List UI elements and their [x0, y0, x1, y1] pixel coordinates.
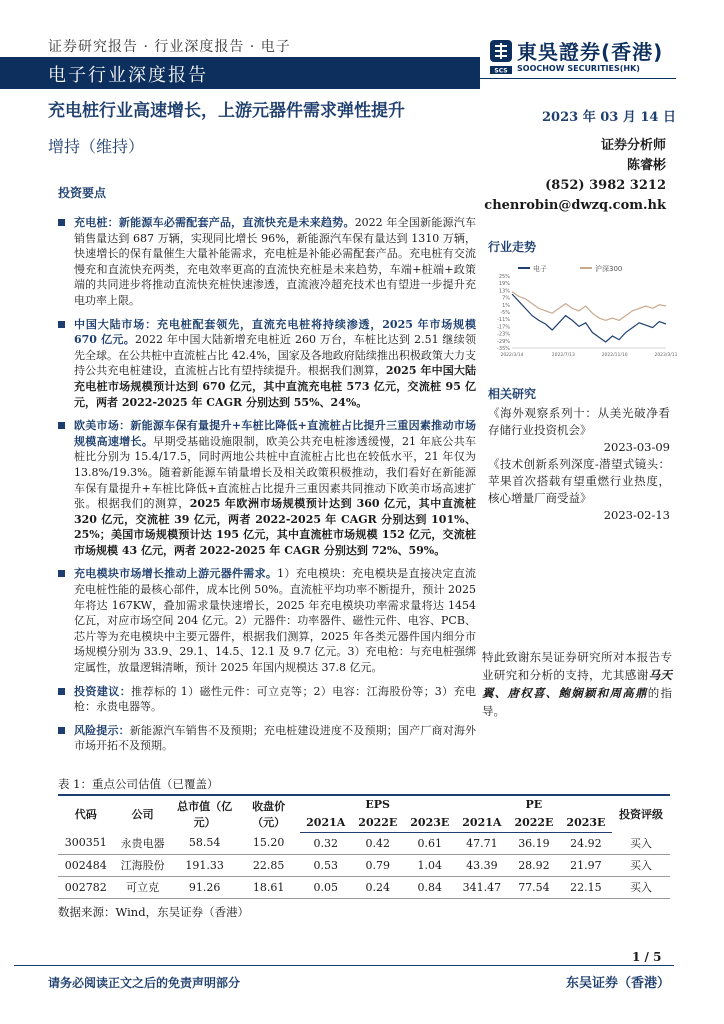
logo-text-en: SOOCHOW SECURITIES(HK): [517, 64, 640, 73]
y-tick-label: 7%: [502, 295, 510, 302]
y-tick-label: 19%: [498, 281, 510, 288]
table-cell: 买入: [612, 854, 670, 876]
table-cell: 24.92: [560, 832, 612, 854]
series-line-sector: [512, 294, 666, 342]
bullet-square-icon: [58, 727, 65, 734]
table-cell: 永贵电器: [114, 832, 172, 854]
company-logo: [489, 36, 679, 80]
footer-brand: 东吴证券（香港）: [566, 976, 671, 991]
table-cell: 1.04: [404, 854, 456, 876]
table-cell: 买入: [612, 876, 670, 898]
point-title: 风险提示：: [74, 723, 130, 737]
table-cell: 0.84: [404, 876, 456, 898]
investment-summary: [58, 184, 476, 762]
rating: 增持（维持）: [48, 137, 145, 156]
table-cell: 22.15: [560, 876, 612, 898]
logo-mark-icon: [489, 38, 513, 78]
x-tick-label: 2023/3/11: [654, 353, 678, 358]
table-cell: 0.42: [352, 832, 404, 854]
banner-title: 电子行业深度报告: [48, 65, 208, 86]
table-cell: 341.47: [456, 876, 508, 898]
investment-point: [58, 684, 476, 715]
table-cell: 36.19: [508, 832, 560, 854]
y-tick-label: -11%: [497, 317, 510, 324]
col-header-year: 2023E: [404, 814, 456, 832]
y-tick-label: 13%: [498, 288, 510, 295]
table-cell: 58.54: [172, 832, 238, 854]
point-body: 推荐标的 1）磁性元件：可立克等；2）电容：江海股份等；3）充电枪：永贵电器等。: [74, 684, 476, 714]
point-emphasis: 2025 年欧洲市场规模预计达到 360 亿元，其中直流桩 320 亿元，交流桩 39 亿元，两者 2022-2025 年 CAGR 分别达到 101%、25%；美国市场规模预计达 195 亿元，其中直流桩市场规模 152 亿元，交流桩市场规模 43 亿元，两者 2022-2025 年 CAGR 分别达到 72%、59%。: [74, 497, 476, 557]
valuation-table: [58, 794, 670, 899]
breadcrumb: 证券研究报告 · 行业深度报告 · 电子: [48, 39, 291, 55]
bullet-square-icon: [58, 688, 65, 695]
col-header-price: 收盘价（元）: [238, 795, 300, 832]
col-header-year: 2022E: [352, 814, 404, 832]
table-cell: 77.54: [508, 876, 560, 898]
thanks-pre: 特此致谢东吴证券研究所对本报告专业研究和分析的支持，尤其感谢: [482, 650, 672, 682]
table-cell: 0.05: [300, 876, 352, 898]
table-cell: 0.32: [300, 832, 352, 854]
related-item-date: 2023-02-13: [603, 508, 670, 522]
table-cell: 300351: [58, 832, 114, 854]
trend-label: 行业走势: [488, 240, 537, 254]
point-body: 1）充电模块：充电模块是直接决定直流充电桩性能的最核心部件，成本比例 50%。直流桩平均功率不断提升，预计 2025 年将达 167KW，叠加需求量快速增长，2025 年充电模块功率需求量将达 1454 亿瓦，对应市场空间 204 亿元。2）元器件：功率器件、磁性元件、电容、PCB、芯片等为充电模块中主要元器件，根据我们测算，2025 年各类元器件国内细分市场规模分别为 33.9、29.1、14.5、12.1 及 9.7 亿元。3）充电枪：与充电桩强绑定属性，放量逻辑清晰，预计 2025 年国内规模达 37.8 亿元。: [74, 567, 477, 675]
table-source: 数据来源：Wind，东吴证券（香港）: [58, 905, 250, 919]
point-body: 2022 年全国新能源汽车销售量达到 687 万辆，实现同比增长 96%，新能源汽车保有量达到 1310 万辆，快速增长的保有量催生大量补能需求，充电桩是补能必需配套产品。充电桩有交流慢充和直流快充两类，充电效率更高的直流快充桩是未来趋势，车端+桩端+政策端的共同进步将推动直流快充桩快速渗透，直流液冷超充技术也有望进一步提升充电功率上限。: [74, 216, 476, 307]
investment-point: [58, 215, 476, 309]
bullet-square-icon: [58, 321, 65, 328]
point-title: 充电模块市场增长推动上游元器件需求。: [74, 567, 278, 581]
y-tick-label: -17%: [497, 324, 510, 331]
svg-text:SCS: SCS: [494, 67, 508, 75]
disclaimer-link[interactable]: 请务必阅读正文之后的免责声明部分: [48, 976, 241, 990]
investment-point: [58, 317, 476, 411]
table-cell: 47.71: [456, 832, 508, 854]
table-cell: 0.61: [404, 832, 456, 854]
investment-point: [58, 418, 476, 558]
table-cell: 18.61: [238, 876, 300, 898]
bullet-square-icon: [58, 570, 65, 577]
col-header-mcap: 总市值（亿元）: [172, 795, 238, 832]
table-cell: 0.53: [300, 854, 352, 876]
table-cell: 江海股份: [114, 854, 172, 876]
table-cell: 91.26: [172, 876, 238, 898]
legend-label-index: 沪深300: [595, 265, 623, 273]
y-tick-label: 25%: [498, 274, 510, 280]
related-item-title[interactable]: 《海外观察系列十：从美光破净看存储行业投资机会》: [488, 406, 670, 437]
table-cell: 可立克: [114, 876, 172, 898]
col-header-year: 2021A: [300, 814, 352, 832]
analyst-email[interactable]: chenrobin@dwzq.com.hk: [484, 198, 666, 213]
table-row: [58, 832, 670, 854]
y-tick-label: -35%: [497, 346, 510, 352]
col-header-rating: 投资评级: [612, 795, 670, 832]
table-row: [58, 854, 670, 876]
table-cell: 22.85: [238, 854, 300, 876]
analyst-info: [484, 136, 666, 216]
logo-text-cn: 東吳證券(香港): [517, 40, 664, 64]
related-item-date: 2023-03-09: [603, 440, 670, 454]
trend-chart: [488, 262, 678, 362]
table-cell: 191.33: [172, 854, 238, 876]
report-headline: 充电桩行业高速增长，上游元器件需求弹性提升: [48, 101, 405, 121]
bullet-square-icon: [58, 422, 65, 429]
point-title: 充电桩：新能源车必需配套产品，直流快充是未来趋势。: [74, 216, 355, 229]
investment-label: 投资要点: [58, 186, 107, 200]
investment-point: [58, 723, 476, 754]
point-title: 欧美市场：新能源车保有量提升+车桩比降低+直流桩占比提升三重因素推动市场规模高速增长。: [74, 419, 476, 448]
col-header-year: 2022E: [508, 814, 560, 832]
y-tick-label: -29%: [497, 338, 510, 345]
table-row: [58, 876, 670, 898]
table-cell: 002782: [58, 876, 114, 898]
x-tick-label: 2022/3/14: [500, 353, 524, 358]
table-caption: 表 1：重点公司估值（已覆盖）: [58, 777, 219, 791]
table-cell: 0.24: [352, 876, 404, 898]
table-cell: 0.79: [352, 854, 404, 876]
analyst-name: 陈睿彬: [626, 158, 666, 173]
y-tick-label: -5%: [500, 310, 510, 316]
point-body: 2022 年中国大陆新增充电桩近 260 万台，车桩比达到 2.51 继续领先全球。在公共桩中直流桩占比 42.4%，国家及各地政府陆续推出积极政策大力支持公共充电桩建设，直流桩占比有望持续提升。根据我们测算，: [74, 333, 476, 378]
bullet-square-icon: [58, 219, 65, 226]
analyst-phone: (852) 3982 3212: [545, 178, 666, 193]
col-header-year: 2023E: [560, 814, 612, 832]
series-line-index: [512, 292, 666, 321]
investment-point: [58, 566, 476, 675]
table-cell: 43.39: [456, 854, 508, 876]
footer-divider: [14, 965, 674, 966]
point-emphasis: 2025 年中国大陆充电桩市场规模预计达到 670 亿元，其中直流充电桩 573 亿元，交流桩 95 亿元，两者 2022-2025 年 CAGR 分别达到 55%、24%。: [74, 364, 476, 409]
x-tick-label: 2022/7/13: [551, 353, 575, 358]
col-header-company: 公司: [114, 795, 172, 832]
thanks-post: 的指导。: [482, 686, 672, 718]
point-body: 早期受基础设施限制，欧美公共充电桩渗透缓慢，21 年底公共车桩比分别为 15.4/17.5，同时两地公共桩中直流桩占比也在较低水平，21 年仅为 13.8%/19.3%。随着新能源车销量增长及相关政策积极推动，我们看好在新能源车保有量提升+车桩比降低+直流桩占比提升三重因素共同推动下欧美市场高速扩张。根据我们的测算，: [74, 434, 477, 511]
col-header-year: 2021A: [456, 814, 508, 832]
col-header-code: 代码: [58, 795, 114, 832]
table-cell: 15.20: [238, 832, 300, 854]
analyst-title: 证券分析师: [600, 138, 666, 153]
table-cell: 002484: [58, 854, 114, 876]
y-tick-label: -23%: [497, 331, 510, 338]
thanks-names: 马天翼、唐权喜、鲍娴颖和周高鼎: [482, 668, 673, 700]
x-tick-label: 2022/11/10: [601, 353, 628, 358]
point-title: 中国大陆市场：充电桩配套领先，直流充电桩将持续渗透，2025 年市场规模 670 亿元。: [74, 317, 476, 347]
page-number: 1 / 5: [632, 950, 662, 964]
y-tick-label: 1%: [502, 302, 510, 309]
trend-chart-svg: [488, 262, 678, 362]
related-item-title[interactable]: 《技术创新系列深度-潜望式镜头：苹果首次搭载有望重燃行业热度，核心增量厂商受益》: [488, 457, 670, 505]
report-date: 2023 年 03 月 14 日: [542, 110, 676, 125]
legend-label-sector: 电子: [533, 265, 547, 273]
col-header-pe: PE: [456, 795, 612, 814]
acknowledgement: [482, 648, 672, 720]
related-research: [488, 386, 670, 524]
col-header-eps: EPS: [300, 795, 456, 814]
point-title: 投资建议：: [74, 684, 132, 698]
related-label: 相关研究: [488, 387, 537, 401]
table-cell: 买入: [612, 832, 670, 854]
table-cell: 21.97: [560, 854, 612, 876]
point-body: 新能源汽车销售不及预期；充电桩建设进度不及预期；国产厂商对海外市场开拓不及预期。: [74, 723, 476, 753]
table-cell: 28.92: [508, 854, 560, 876]
logo-rule: [480, 78, 676, 79]
